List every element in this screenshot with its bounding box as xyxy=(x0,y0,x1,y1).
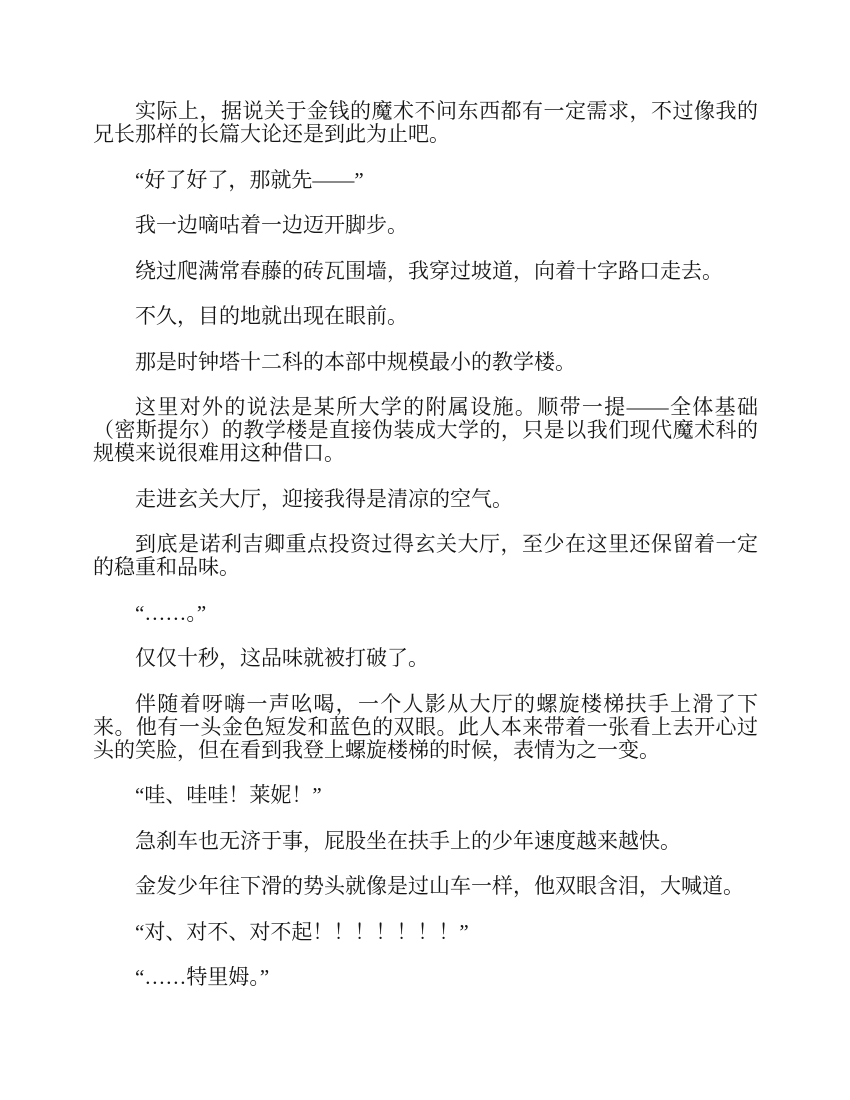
paragraph-11: 仅仅十秒，这品味就被打破了。 xyxy=(135,646,429,670)
paragraph-7: 这里对外的说法是某所大学的附属设施。顺带一提——全体基础（密斯提尔）的教学楼是直接伪装成大学的，只是以我们现代魔术科的规模来说很难用这种借口。 xyxy=(93,395,758,465)
paragraph-9: 到底是诺利吉卿重点投资过得玄关大厅，至少在这里还保留着一定的稳重和品味。 xyxy=(93,532,758,579)
paragraph-2: “好了好了，那就先——” xyxy=(135,167,364,192)
paragraph-14: 急刹车也无济于事，屁股坐在扶手上的少年速度越来越快。 xyxy=(135,828,681,853)
paragraph-10: “……。” xyxy=(135,600,207,625)
paragraph-8: 走进玄关大厅，迎接我得是清凉的空气。 xyxy=(135,486,513,511)
paragraph-3: 我一边嘀咕着一边迈开脚步。 xyxy=(135,213,408,237)
paragraph-4: 绕过爬满常春藤的砖瓦围墙，我穿过坡道，向着十字路口走去。 xyxy=(135,258,723,283)
paragraph-15: 金发少年往下滑的势头就像是过山车一样，他双眼含泪，大喊道。 xyxy=(135,874,744,898)
paragraph-6: 那是时钟塔十二科的本部中规模最小的教学楼。 xyxy=(135,349,576,374)
paragraph-12: 伴随着呀嗨一声吆喝，一个人影从大厅的螺旋楼梯扶手上滑了下来。他有一头金色短发和蓝色的双眼。此人本来带着一张看上去开心过头的笑脸，但在看到我登上螺旋楼梯的时候，表情为之一变。 xyxy=(93,691,758,762)
paragraph-17: “……特里姆。” xyxy=(135,965,270,989)
paragraph-5: 不久，目的地就出现在眼前。 xyxy=(135,304,408,328)
paragraph-16: “对、对不、对不起！！！！！！！” xyxy=(135,919,469,944)
paragraph-13: “哇、哇哇！莱妮！” xyxy=(135,783,322,807)
paragraph-1: 实际上，据说关于金钱的魔术不问东西都有一定需求，不过像我的兄长那样的长篇大论还是到此为止吧。 xyxy=(93,99,758,146)
